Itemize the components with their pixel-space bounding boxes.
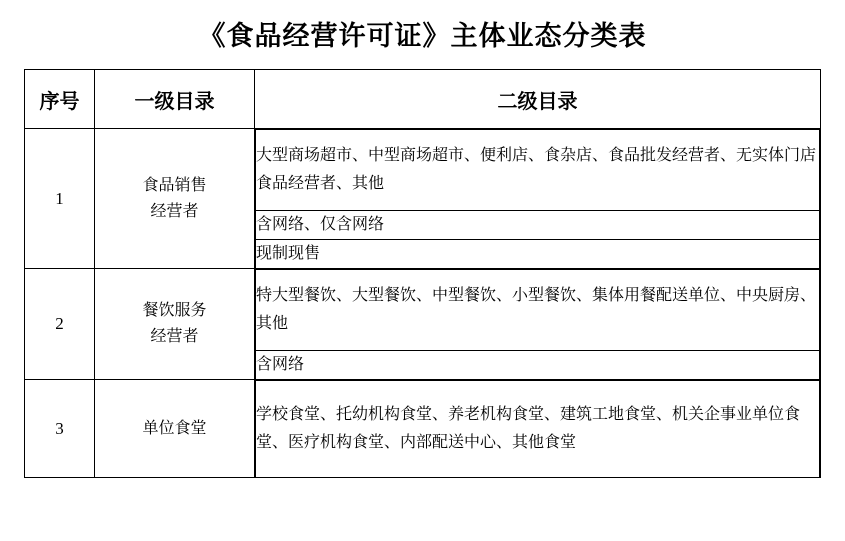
column-header-level1: 一级目录: [95, 70, 255, 129]
level2-item-text: 学校食堂、托幼机构食堂、养老机构食堂、建筑工地食堂、机关企事业单位食堂、医疗机构食堂、内部配送中心、其他食堂: [256, 381, 820, 478]
level2-item: [256, 270, 820, 351]
row-level1: [95, 380, 255, 478]
row-level2: [255, 269, 821, 380]
level2-item: [256, 240, 820, 269]
classification-table: [24, 69, 821, 478]
column-header-seq: 序号: [25, 70, 95, 129]
level2-sublist: [255, 129, 820, 268]
level2-item: [256, 351, 820, 380]
row-seq: 1: [25, 129, 95, 269]
table-row: [25, 129, 821, 269]
row-level1: [95, 129, 255, 269]
level2-sublist: [255, 380, 820, 477]
row-level1-line: 经营者: [150, 202, 199, 220]
row-level1: [95, 269, 255, 380]
page-title: 《食品经营许可证》主体业态分类表: [198, 21, 647, 51]
row-level1-line: 食品销售: [142, 176, 207, 194]
level2-item-text: 特大型餐饮、大型餐饮、中型餐饮、小型餐饮、集体用餐配送单位、中央厨房、其他: [256, 270, 820, 351]
row-seq: 3: [25, 380, 95, 478]
row-level2: [255, 129, 821, 269]
level2-item-text: 含网络: [256, 351, 820, 380]
level2-item: [256, 211, 820, 240]
row-level2: [255, 380, 821, 478]
row-level1-line: 经营者: [150, 328, 199, 345]
row-level1-line: 单位食堂: [142, 419, 207, 437]
table-header-row: [25, 70, 821, 129]
level2-item-text: 大型商场超市、中型商场超市、便利店、食杂店、食品批发经营者、无实体门店食品经营者、其他: [256, 130, 820, 211]
level2-item-text: 现制现售: [256, 240, 820, 269]
level2-item: [256, 381, 820, 478]
row-seq: 2: [25, 269, 95, 380]
level2-sublist: [255, 269, 820, 379]
level2-item: [256, 130, 820, 211]
table-row: [25, 269, 821, 380]
row-level1-line: 餐饮服务: [142, 302, 207, 319]
column-header-level2: 二级目录: [255, 70, 821, 129]
table-row: [25, 380, 821, 478]
level2-item-text: 含网络、仅含网络: [256, 211, 820, 240]
